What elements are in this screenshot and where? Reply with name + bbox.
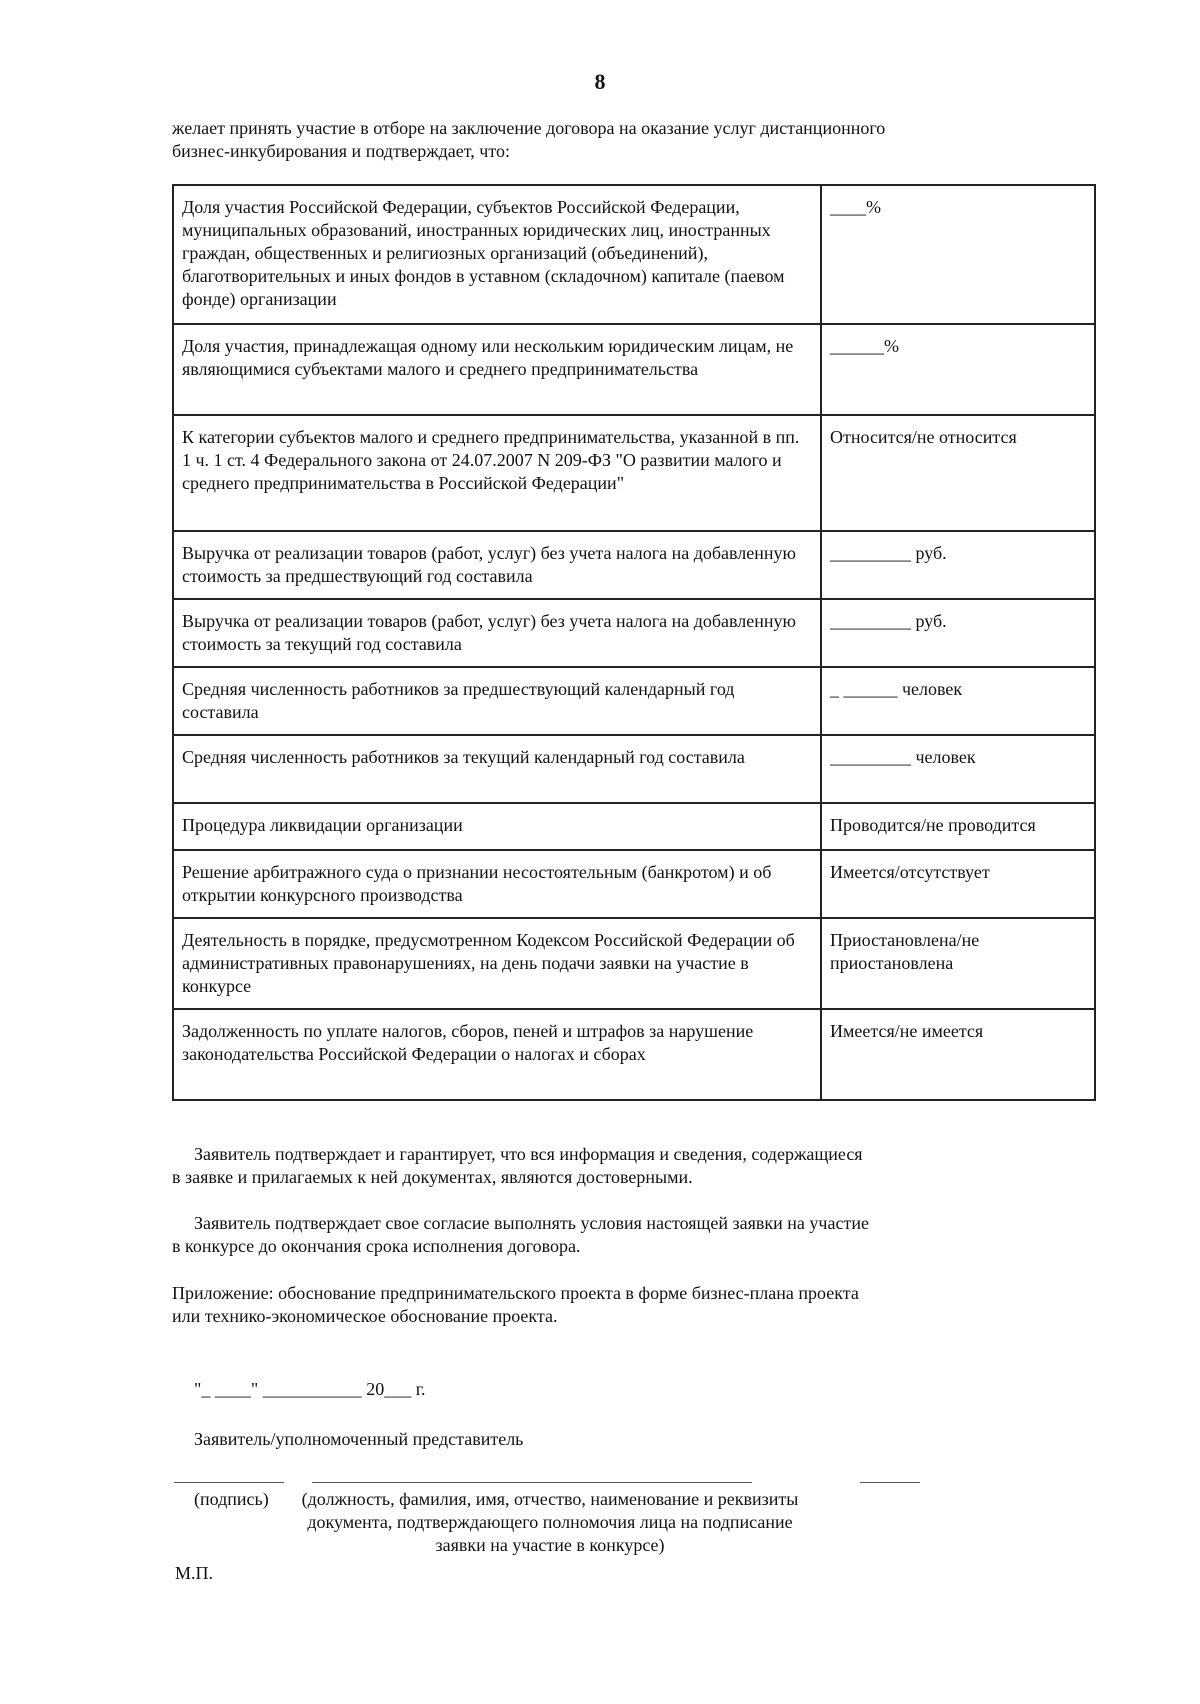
row-value: _________ человек (821, 735, 1095, 803)
table-row (173, 918, 1095, 1009)
row-value: _________ руб. (821, 599, 1095, 667)
table-row (173, 1009, 1095, 1100)
row-label: Процедура ликвидации организации (173, 803, 821, 850)
row-label: Доля участия, принадлежащая одному или нескольким юридическим лицам, не являющимися субъектами малого и среднего предпринимательства (173, 324, 821, 415)
signature-details: (должность, фамилия, имя, отчество, наименование и реквизиты документа, подтверждающего полномочия лица на подписание заявки на участие в конкурсе) (301, 1489, 799, 1555)
consent-paragraph: Заявитель подтверждает свое согласие выполнять условия настоящей заявки на участие в конкурсе до окончания срока исполнения договора. (172, 1213, 869, 1256)
table-row (173, 531, 1095, 599)
row-value: ____% (821, 185, 1095, 324)
row-label: К категории субъектов малого и среднего предпринимательства, указанной в пп. 1 ч. 1 ст. 4 Федерального закона от 24.07.2007 N 209-ФЗ "О развитии малого и среднего предпринимательства в Российской Федерации" (173, 415, 821, 531)
row-value: _________ руб. (821, 531, 1095, 599)
row-label: Выручка от реализации товаров (работ, услуг) без учета налога на добавленную стоимость за текущий год составила (173, 599, 821, 667)
intro-text: желает принять участие в отборе на заключение договора на оказание услуг дистанционного бизнес-инкубирования и подтверждает, что: (172, 118, 886, 161)
signature-line (174, 1482, 284, 1483)
extra-line (860, 1482, 920, 1483)
row-label: Выручка от реализации товаров (работ, услуг) без учета налога на добавленную стоимость за предшествующий год составила (173, 531, 821, 599)
row-label: Средняя численность работников за текущий календарный год составила (173, 735, 821, 803)
row-value: _ ______ человек (821, 667, 1095, 735)
table-row (173, 415, 1095, 531)
date-line: "_ ____" ___________ 20___ г. (194, 1379, 426, 1399)
representative-label: Заявитель/уполномоченный представитель (194, 1429, 524, 1449)
table-row (173, 667, 1095, 735)
table-row (173, 850, 1095, 918)
table-row (173, 803, 1095, 850)
declaration-table (172, 184, 1096, 1101)
table-row (173, 599, 1095, 667)
row-value: ______% (821, 324, 1095, 415)
row-label: Решение арбитражного суда о признании несостоятельным (банкротом) и об открытии конкурсного производства (173, 850, 821, 918)
row-label: Доля участия Российской Федерации, субъектов Российской Федерации, муниципальных образований, иностранных юридических лиц, иностранных граждан, общественных и религиозных организаций (объединений), благотворительных и иных фондов в уставном (складочном) капитале (паевом фонде) организации (173, 185, 821, 324)
row-value: Имеется/не имеется (821, 1009, 1095, 1100)
attachment-note: Приложение: обоснование предпринимательского проекта в форме бизнес-плана проекта или технико-экономическое обоснование проекта. (172, 1283, 859, 1326)
row-value: Приостановлена/не приостановлена (821, 918, 1095, 1009)
row-label: Средняя численность работников за предшествующий календарный год составила (173, 667, 821, 735)
stamp-place: М.П. (175, 1563, 214, 1583)
row-label: Задолженность по уплате налогов, сборов, пеней и штрафов за нарушение законодательства Российской Федерации о налогах и сборах (173, 1009, 821, 1100)
table-row (173, 185, 1095, 324)
row-label: Деятельность в порядке, предусмотренном Кодексом Российской Федерации об административных правонарушениях, на день подачи заявки на участие в конкурсе (173, 918, 821, 1009)
table-row (173, 735, 1095, 803)
confirmation-paragraph: Заявитель подтверждает и гарантирует, что вся информация и сведения, содержащиеся в заявке и прилагаемых к ней документах, являются достоверными. (172, 1144, 863, 1187)
row-value: Относится/не относится (821, 415, 1095, 531)
table-row (173, 324, 1095, 415)
page-number: 8 (594, 69, 606, 94)
row-value: Проводится/не проводится (821, 803, 1095, 850)
row-value: Имеется/отсутствует (821, 850, 1095, 918)
signature-caption: (подпись) (194, 1489, 269, 1509)
details-line (312, 1482, 752, 1483)
